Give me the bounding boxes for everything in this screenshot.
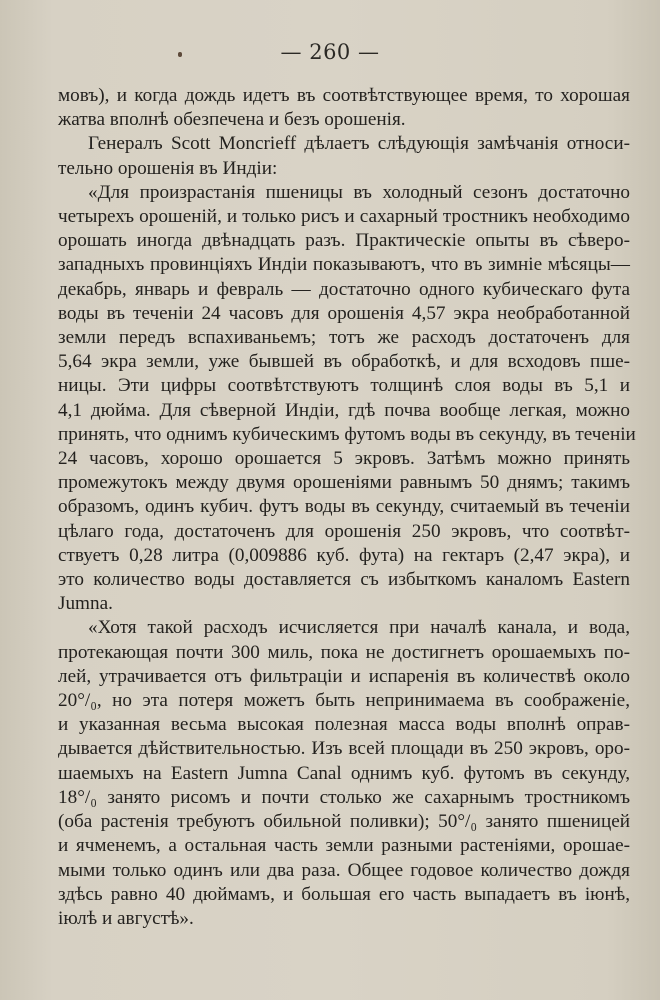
- text-line: здѣсь равно 40 дюймамъ, и большая его часть выпадаетъ въ іюнѣ,: [58, 883, 630, 905]
- paragraph-quote-canal: [58, 616, 630, 931]
- page-number: — 260 —: [280, 40, 380, 64]
- text-line: дывается дѣйствительностью. Изъ всей площади въ 250 экровъ, оро-: [58, 738, 630, 760]
- text-line: принять, что однимъ кубическимъ футомъ воды въ секунду, въ теченіи: [58, 423, 636, 445]
- text-line: промежутокъ между двумя орошеніями равнымъ 50 днямъ; такимъ: [58, 472, 630, 494]
- text-line: земли передъ вспахиваньемъ; тотъ же расходъ достаточенъ для: [58, 327, 630, 349]
- text-line: Генералъ Scott Moncrieff дѣлаетъ слѣдующія замѣчанія относи-: [88, 133, 630, 155]
- paragraph-general-remarks: [58, 132, 630, 180]
- text-line: это количество воды доставляется съ избыткомъ каналомъ Eastern: [58, 569, 630, 591]
- text-line: воды въ теченіи 24 часовъ для орошенія 4,57 экра необработанной: [58, 302, 630, 324]
- body-text: [58, 84, 636, 931]
- text-line: ницы. Эти цифры соотвѣтствуютъ толщинѣ слоя воды въ 5,1 и: [58, 375, 630, 397]
- text-line: «Хотя такой расходъ исчисляется при началѣ канала, и вода,: [88, 617, 630, 639]
- text-line: протекающая почти 300 миль, пока не достигнетъ орошаемыхъ по-: [58, 641, 630, 663]
- text-line: орошать иногда двѣнадцать разъ. Практическіе опыты въ сѣверо-: [58, 230, 630, 252]
- text-line: 4,1 дюйма. Для сѣверной Индіи, гдѣ почва вообще легкая, можно: [58, 399, 630, 421]
- text-line: тельно орошенія въ Индіи:: [58, 157, 278, 179]
- text-line: іюлѣ и августѣ».: [58, 907, 194, 929]
- text-line: и ячменемъ, а остальная часть земли разными растеніями, орошае-: [58, 835, 630, 857]
- text-line: 20°/₀, но эта потеря можетъ быть непринимаема въ соображеніе,: [58, 690, 630, 712]
- text-line: 24 часовъ, хорошо орошается 5 экровъ. Затѣмъ можно принять: [58, 448, 630, 470]
- text-line: мовъ), и когда дождь идетъ въ соотвѣтствующее время, то хорошая: [58, 85, 630, 106]
- text-line: мыми только одинъ или два раза. Общее годовое количество дождя: [58, 859, 630, 881]
- text-line: ствуетъ 0,28 литра (0,009886 куб. фута) на гектаръ (2,47 экра), и: [58, 544, 630, 566]
- paragraph-continuation: [58, 84, 630, 132]
- text-line: (оба растенія требуютъ обильной поливки); 50°/₀ занято пшеницей: [58, 811, 630, 833]
- text-line: шаемыхъ на Eastern Jumna Canal однимъ куб. футомъ въ секунду,: [58, 762, 630, 784]
- text-line: декабрь, январь и февраль — достаточно одного кубическаго фута: [58, 278, 630, 300]
- text-line: западныхъ провинціяхъ Индіи показываютъ, что въ зимніе мѣсяцы—: [58, 254, 630, 276]
- text-line: «Для произрастанія пшеницы въ холодный сезонъ достаточно: [88, 181, 630, 203]
- paragraph-quote-wheat: [58, 181, 636, 617]
- text-line: жатва вполнѣ обезпечена и безъ орошенія.: [58, 109, 406, 131]
- text-line: 5,64 экра земли, уже бывшей въ обработкѣ, и для всходовъ пше-: [58, 351, 630, 373]
- text-line: цѣлаго года, достаточенъ для орошенія 250 экровъ, что соотвѣт-: [58, 520, 630, 542]
- text-line: четырехъ орошеній, и только рисъ и сахарный тростникъ необходимо: [58, 206, 630, 228]
- text-line: образомъ, одинъ кубич. футъ воды въ секунду, считаемый въ теченіи: [58, 496, 630, 518]
- text-line: 18°/₀ занято рисомъ и почти столько же сахарнымъ тростникомъ: [58, 786, 630, 808]
- text-line: Jumna.: [58, 593, 113, 615]
- text-line: лей, утрачивается отъ фильтраціи и испаренія въ количествѣ около: [58, 665, 630, 687]
- text-line: и указанная весьма высокая полезная масса воды вполнѣ оправ-: [58, 714, 630, 736]
